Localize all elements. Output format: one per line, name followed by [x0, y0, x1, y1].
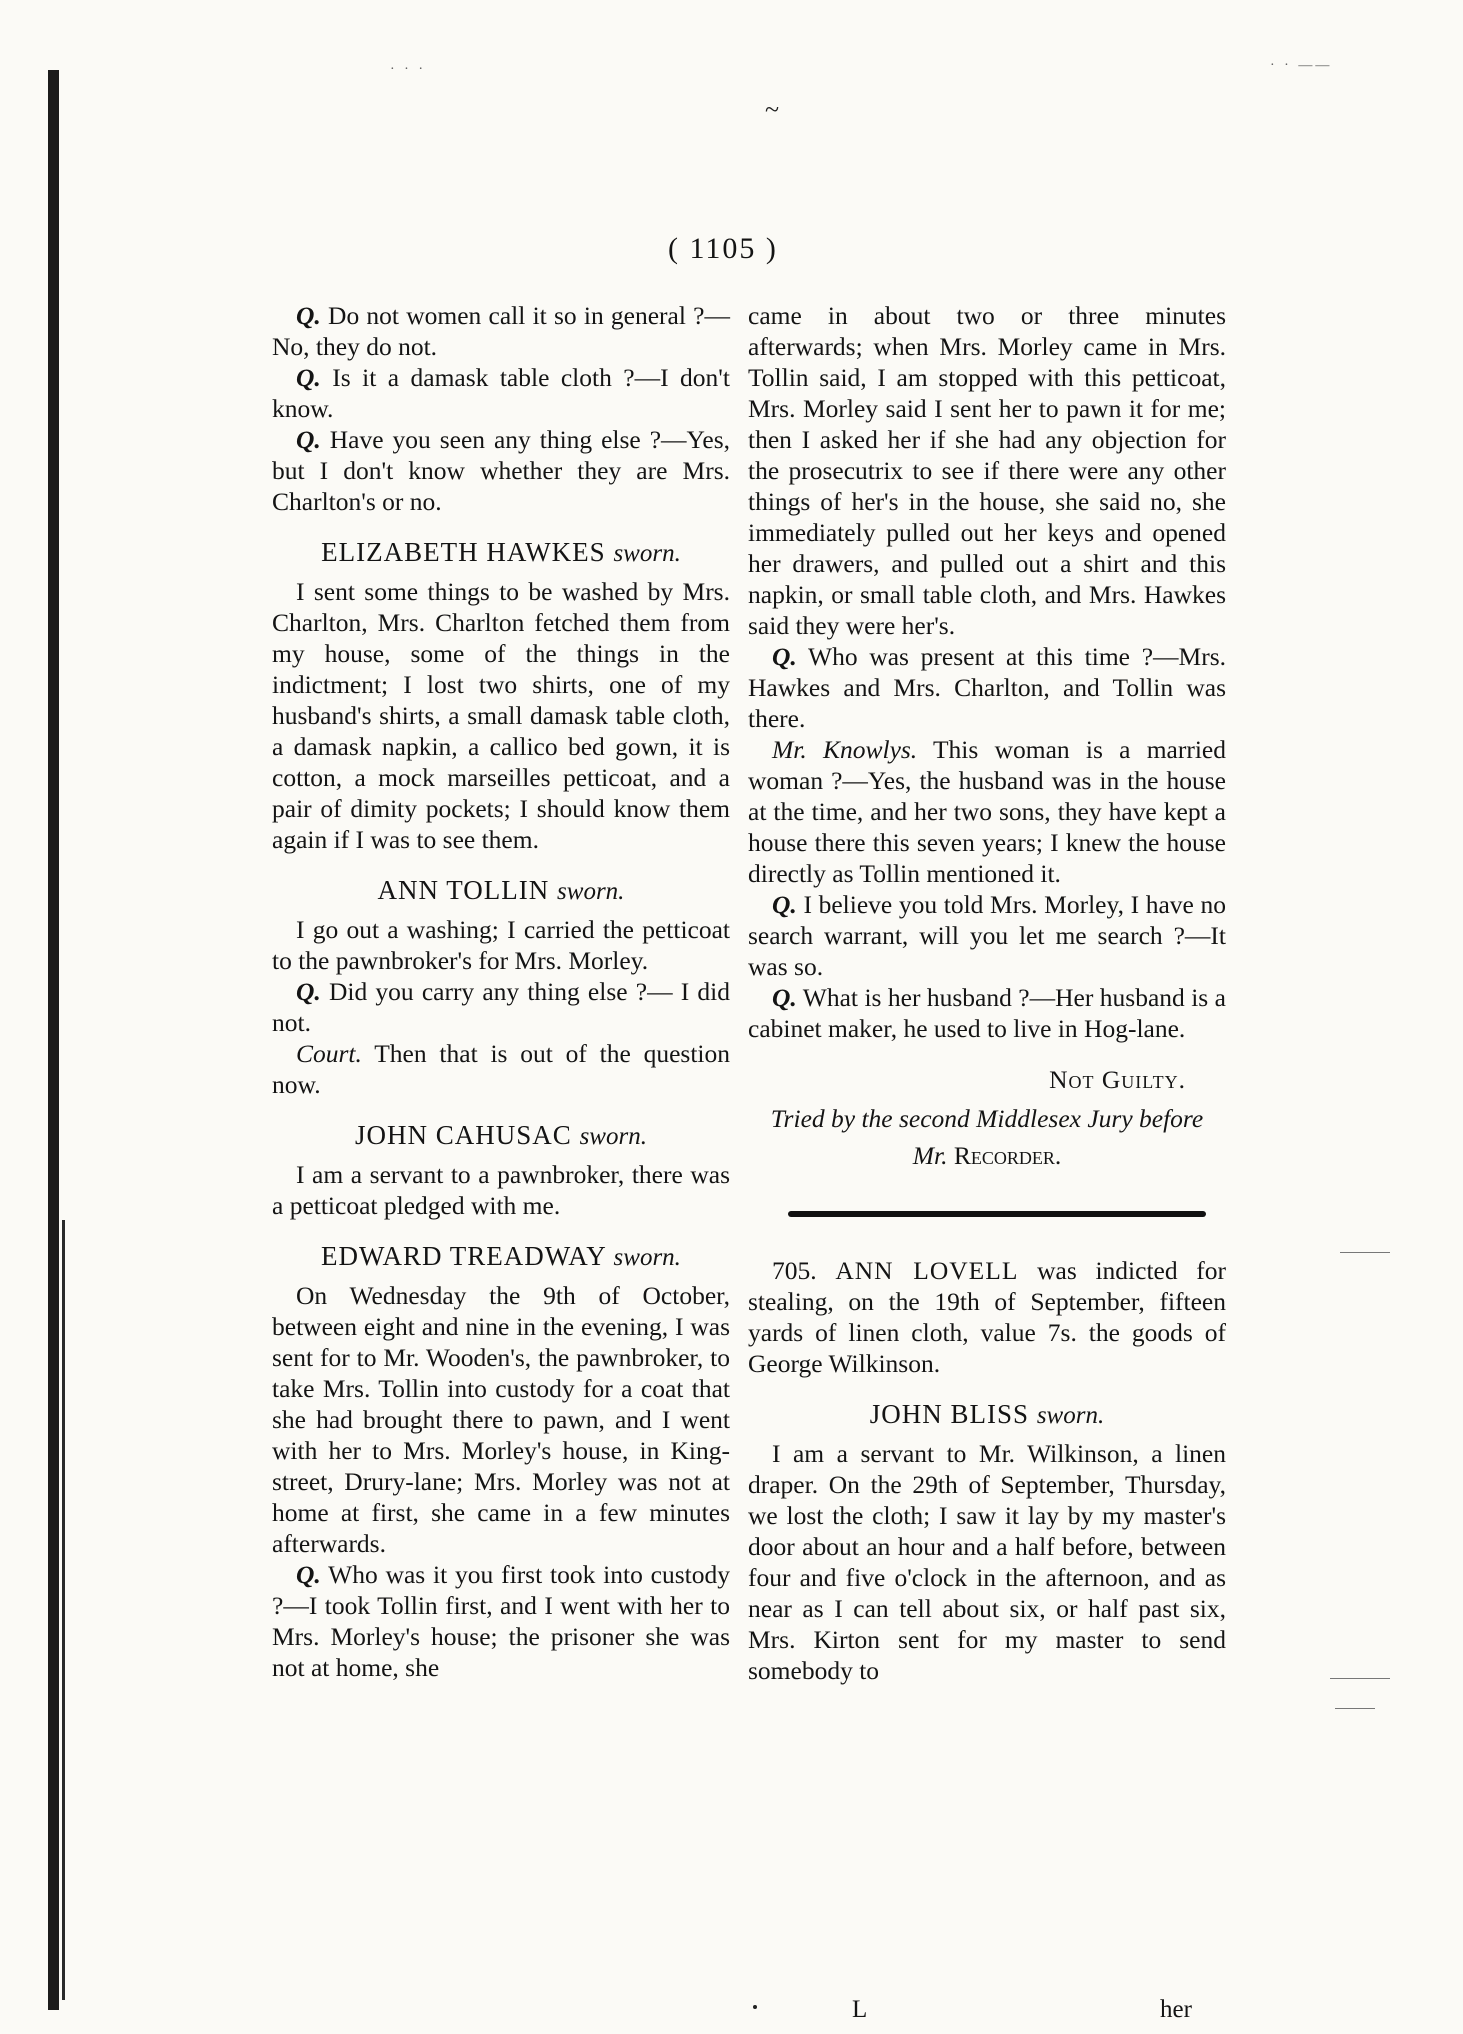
question-para: [748, 982, 1226, 1044]
counsel-text: This woman is a married woman ?—Yes, the husband was in the house at the time, and her two sons, they have kept a house there this seven years; I knew the house directly as Tollin mentioned it.: [748, 735, 1226, 888]
question-para: [748, 889, 1226, 982]
testimony-text: I am a servant to a pawnbroker, there was a petticoat pledged with me.: [272, 1160, 730, 1220]
case-number: 705.: [772, 1256, 817, 1285]
q-mark: Q.: [772, 642, 797, 671]
margin-mark: [1340, 1252, 1390, 1253]
sworn-label: sworn.: [613, 540, 681, 567]
indictment-text: was indicted for stealing, on the 19th of September, fifteen yards of linen cloth, value 7s. the goods of George Wilkinson.: [748, 1256, 1227, 1378]
paper-speck: · · ——: [1270, 58, 1333, 73]
testimony-text: I am a servant to Mr. Wilkinson, a linen draper. On the 29th of September, Thursday, we lost the cloth; I saw it lay by my master's door about an hour and a half before, between four and five o'clock in the afternoon, and as near as I can tell about six, or half past six, Mrs. Kirton sent for my master to send somebody to: [748, 1439, 1226, 1685]
question-text: What is her husband ?—Her husband is a cabinet maker, he used to live in Hog-lane.: [748, 983, 1226, 1043]
jury-line: Tried by the second Middlesex Jury before: [770, 1104, 1204, 1133]
counsel-label: Mr. Knowlys.: [772, 735, 918, 764]
q-mark: Q.: [296, 977, 321, 1006]
recorder-prefix: Mr.: [912, 1141, 948, 1170]
page-binding-edge: [48, 70, 59, 2010]
printer-mark: ~: [765, 95, 780, 124]
witness-name: JOHN CAHUSAC: [355, 1120, 572, 1150]
sworn-label: sworn.: [557, 878, 625, 905]
right-column: [748, 300, 1226, 1686]
paper-speck: · · ·: [390, 62, 426, 77]
witness-heading: [272, 875, 730, 907]
q-mark: Q.: [772, 890, 797, 919]
jury-line-2: [748, 1140, 1226, 1171]
defendant-name: ANN LOVELL: [835, 1256, 1019, 1285]
question-para: [272, 976, 730, 1038]
margin-mark: [1330, 1678, 1390, 1679]
witness-heading: [272, 1241, 730, 1273]
question-text: Who was it you first took into custody ?—I took Tollin first, and I went with her to Mrs. Morley's house; the prisoner she was not at home, she: [272, 1560, 730, 1682]
court-para: [272, 1038, 730, 1100]
counsel-para: [748, 734, 1226, 889]
question-text: I believe you told Mrs. Morley, I have no search warrant, will you let me search ?—It was so.: [748, 890, 1227, 981]
question-para: [272, 362, 730, 424]
question-text: Who was present at this time ?—Mrs. Hawkes and Mrs. Charlton, and Tollin was there.: [748, 642, 1226, 733]
section-divider: [788, 1211, 1206, 1217]
catchword: her: [1160, 1996, 1192, 2023]
recorder-label: Recorder.: [953, 1141, 1062, 1170]
q-mark: Q.: [296, 363, 321, 392]
witness-heading: [748, 1399, 1226, 1431]
q-mark: Q.: [296, 301, 321, 330]
testimony-text: I go out a washing; I carried the petticoat to the pawnbroker's for Mrs. Morley.: [272, 915, 730, 975]
question-text: Is it a damask table cloth ?—I don't know.: [272, 363, 730, 423]
court-text: Then that is out of the question now.: [272, 1039, 730, 1099]
page-number: ( 1105 ): [668, 232, 778, 265]
witness-name: ANN TOLLIN: [377, 875, 550, 905]
witness-name: EDWARD TREADWAY: [321, 1241, 606, 1271]
testimony-text: On Wednesday the 9th of October, between eight and nine in the evening, I was sent for to Mr. Wooden's, the pawnbroker, to take Mrs. Tollin into custody for a coat that she had brought there to pawn, and I went with her to Mrs. Morley's house, in King-street, Drury-lane; Mrs. Morley was not at home at first, she came in a few minutes afterwards.: [272, 1281, 730, 1558]
witness-name: ELIZABETH HAWKES: [321, 537, 606, 567]
question-para: [272, 300, 730, 362]
indictment-para: [748, 1255, 1226, 1379]
witness-heading: [272, 1120, 730, 1152]
left-column: [272, 300, 730, 1683]
sworn-label: sworn.: [613, 1244, 681, 1271]
q-mark: Q.: [296, 1560, 321, 1589]
question-text: Have you seen any thing else ?—Yes, but I don't know whether they are Mrs. Charlton's or no.: [272, 425, 730, 516]
court-label: Court.: [296, 1039, 362, 1068]
witness-heading: [272, 537, 730, 569]
question-para: [748, 641, 1226, 734]
testimony-continued: came in about two or three minutes afterwards; when Mrs. Morley came in Mrs. Tollin said, I am stopped with this petticoat, Mrs. Morley said I sent her to pawn it for me; then I asked her if she had any objection for the prosecutrix to see if there were any other things of her's in the house, she said no, she immediately pulled out her keys and opened her drawers, and pulled out a shirt and this napkin, or small table cloth, and Mrs. Hawkes said they were her's.: [748, 301, 1226, 640]
question-para: [272, 1559, 730, 1683]
margin-mark: [1335, 1708, 1375, 1709]
q-mark: Q.: [296, 425, 321, 454]
signature-mark: L: [852, 1996, 868, 2023]
sworn-label: sworn.: [579, 1123, 647, 1150]
sworn-label: sworn.: [1036, 1402, 1105, 1429]
question-para: [272, 424, 730, 517]
q-mark: Q.: [772, 983, 797, 1012]
page-binding-shadow: [62, 1220, 65, 2000]
question-text: Did you carry any thing else ?— I did not.: [272, 977, 730, 1037]
paper-speck: [753, 2005, 757, 2009]
witness-name: JOHN BLISS: [869, 1399, 1030, 1429]
testimony-text: I sent some things to be washed by Mrs. Charlton, Mrs. Charlton fetched them from my house, some of the things in the indictment; I lost two shirts, one of my husband's shirts, a small damask table cloth, a damask napkin, a callico bed gown, it is cotton, a mock marseilles petticoat, and a pair of dimity pockets; I should know them again if I was to see them.: [272, 577, 730, 854]
question-text: Do not women call it so in general ?—No, they do not.: [272, 301, 731, 361]
verdict: Not Guilty.: [1049, 1065, 1186, 1094]
